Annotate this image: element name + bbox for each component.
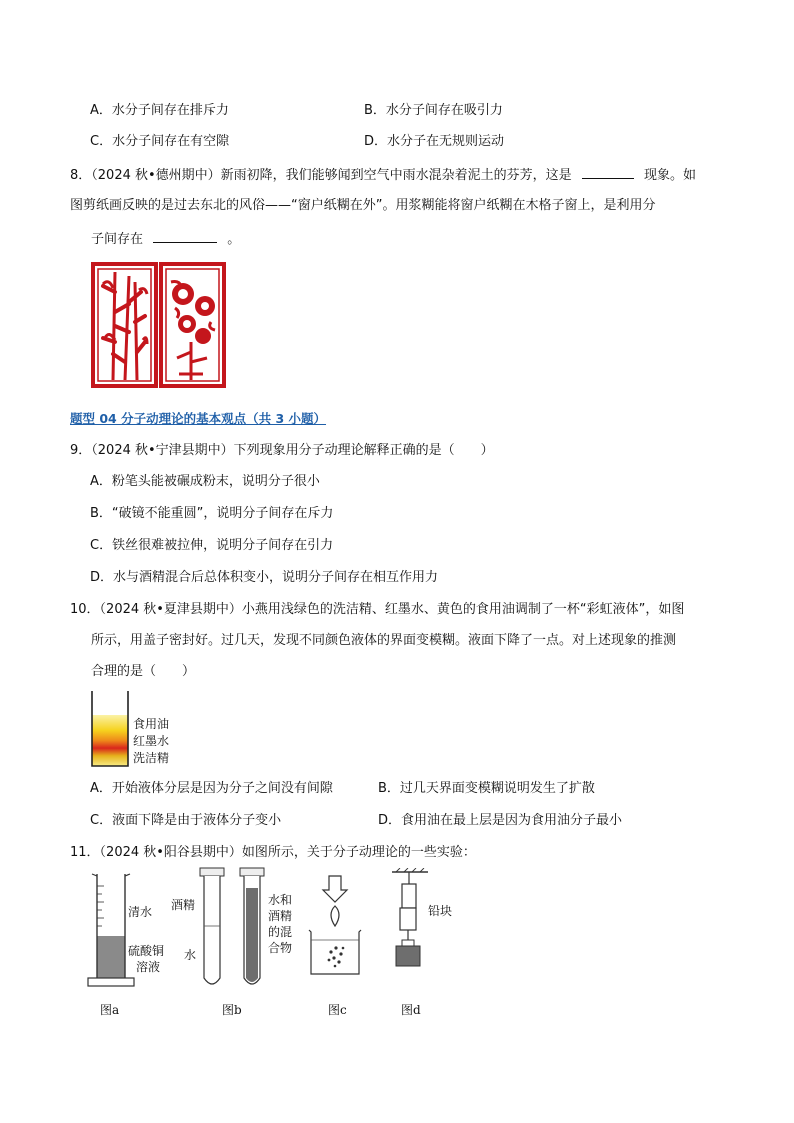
- q10-option-c: C．液面下降是由于液体分子变小: [90, 813, 282, 828]
- caption-fig-c: 图c: [328, 1003, 347, 1017]
- section-heading: 题型 04 分子动理论的基本观点（共 3 小题）: [70, 411, 327, 426]
- q9-option-b: B．“破镜不能重圆”，说明分子间存在斥力: [90, 506, 334, 521]
- paper-cut-image: [91, 262, 227, 388]
- q7-option-a: A．水分子间存在排斥力: [90, 103, 229, 118]
- label-copper-sulfate-1: 硫酸铜: [128, 944, 165, 958]
- q8-text-1b: 现象。如: [643, 168, 696, 183]
- q9-option-d: D．水与酒精混合后总体积变小，说明分子间存在相互作用力: [90, 570, 439, 585]
- q8-text-3b: 。: [227, 232, 241, 247]
- label-clear-water: 清水: [128, 905, 153, 919]
- q8-line-1: [70, 164, 696, 186]
- figure-c-beaker: [305, 874, 365, 978]
- caption-fig-d: 图d: [401, 1003, 421, 1017]
- figure-d-lead-blocks: [388, 868, 438, 982]
- q7-option-b: B．水分子间存在吸引力: [364, 103, 503, 118]
- label-mix-2: 酒精: [268, 909, 293, 923]
- q10-line-2: 所示，用盖子密封好。过几天，发现不同颜色液体的界面变模糊。液面下降了一点。对上述现象的推测: [91, 633, 677, 648]
- q10-option-a: A．开始液体分层是因为分子之间没有间隙: [90, 781, 333, 796]
- q10-option-b: B．过几天界面变模糊说明发生了扩散: [378, 781, 595, 796]
- q9-option-c: C．铁丝很难被拉伸，说明分子间存在引力: [90, 538, 334, 553]
- q7-option-c: C．水分子间存在有空隙: [90, 134, 230, 149]
- label-cooking-oil: 食用油: [133, 717, 170, 731]
- q8-blank-2: [153, 228, 217, 243]
- label-detergent: 洗洁精: [133, 751, 170, 765]
- q8-text-3a: 子间存在: [91, 232, 144, 247]
- label-red-ink: 红墨水: [133, 734, 170, 748]
- caption-fig-a: 图a: [100, 1003, 120, 1017]
- q7-option-d: D．水分子在无规则运动: [364, 134, 505, 149]
- q10-option-d: D．食用油在最上层是因为食用油分子最小: [378, 813, 623, 828]
- q11-stem: 11．（2024 秋•阳谷县期中）如图所示，关于分子动理论的一些实验：: [70, 845, 476, 860]
- label-lead-block: 铅块: [428, 904, 453, 918]
- label-alcohol: 酒精: [171, 898, 196, 912]
- label-mix-4: 合物: [268, 941, 293, 955]
- rainbow-liquid-cup: [90, 690, 130, 768]
- q9-option-a: A．粉笔头能被碾成粉末，说明分子很小: [90, 474, 320, 489]
- figure-a-cylinder: [86, 870, 136, 990]
- caption-fig-b: 图b: [222, 1003, 242, 1017]
- label-copper-sulfate-2: 溶液: [136, 960, 161, 974]
- q8-text-1a: 8．（2024 秋•德州期中）新雨初降，我们能够闻到空气中雨水混杂着泥土的芬芳，这是: [70, 168, 572, 183]
- q8-blank-1: [582, 164, 634, 179]
- label-mix-1: 水和: [268, 893, 293, 907]
- q10-line-1: 10．（2024 秋•夏津县期中）小燕用浅绿色的洗洁精、红墨水、黄色的食用油调制了一杯“彩虹液体”，如图: [70, 602, 685, 617]
- bamboo-papercut: [93, 264, 156, 386]
- label-water: 水: [184, 948, 197, 962]
- q8-line-3: [91, 228, 240, 250]
- q9-stem: 9．（2024 秋•宁津县期中）下列现象用分子动理论解释正确的是（ ）: [70, 443, 494, 458]
- label-mix-3: 的混: [268, 925, 293, 939]
- q8-line-2: 图剪纸画反映的是过去东北的风俗——“窗户纸糊在外”。用浆糊能将窗户纸糊在木格子窗上，是利用分: [70, 198, 656, 213]
- figure-b-tubes: [196, 866, 276, 992]
- flower-papercut: [161, 264, 224, 386]
- q10-line-3: 合理的是（ ）: [91, 664, 196, 679]
